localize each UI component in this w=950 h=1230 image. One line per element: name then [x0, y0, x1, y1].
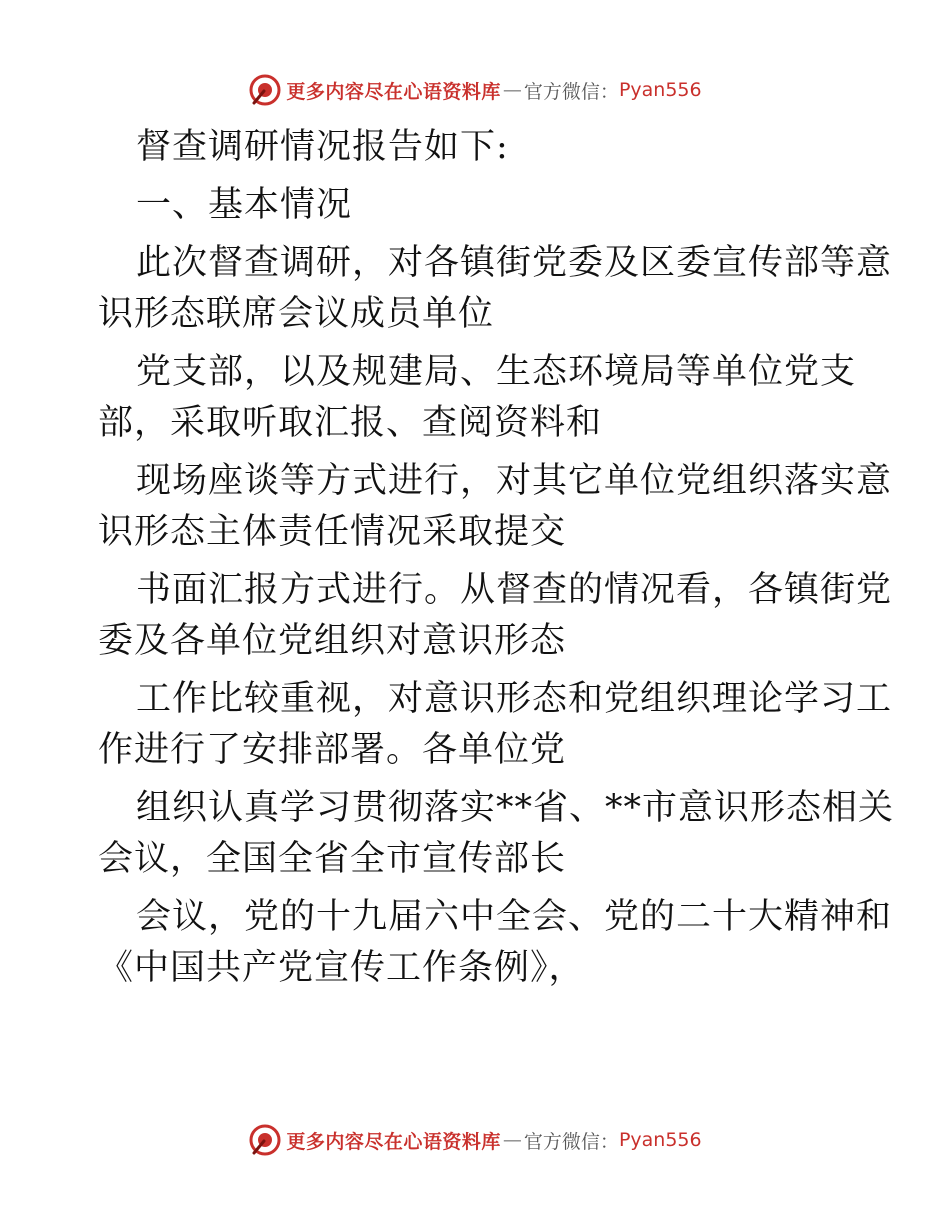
document-body [98, 122, 895, 994]
paragraph-line: 党支部，以及规建局、生态环境局等单位党支 [136, 352, 857, 392]
watermark-dash: — [502, 1129, 522, 1151]
paragraph-line: 此次督查调研，对各镇街党委及区委宣传部等意 [136, 243, 893, 283]
watermark-footer [0, 1120, 950, 1160]
watermark-main-text: 更多内容尽在心语资料库 [286, 1130, 501, 1153]
paragraph-line: 《中国共产党宣传工作条例》， [98, 948, 585, 988]
paragraph-line: 作进行了安排部署。各单位党 [98, 730, 567, 770]
watermark-id: Pyan556 [618, 1129, 702, 1151]
paragraph-line: 现场座谈等方式进行，对其它单位党组织落实意 [136, 461, 893, 501]
watermark-label: 官方微信： [523, 80, 619, 103]
watermark-dash: — [502, 79, 522, 101]
watermark-id: Pyan556 [618, 79, 702, 101]
watermark-label: 官方微信： [523, 1130, 619, 1153]
paragraph-line: 部，采取听取汇报、查阅资料和 [98, 403, 603, 443]
paragraph-line: 委及各单位党组织对意识形态 [98, 621, 567, 661]
quill-circle-icon [248, 73, 282, 107]
section-heading: 一、基本情况 [136, 185, 353, 225]
paragraph-line: 识形态主体责任情况采取提交 [98, 512, 567, 552]
watermark-header [0, 70, 950, 110]
watermark-main-text: 更多内容尽在心语资料库 [286, 80, 501, 103]
paragraph-line: 督查调研情况报告如下: [136, 127, 509, 167]
paragraph-line: 会议，党的十九届六中全会、党的二十大精神和 [136, 897, 893, 937]
paragraph-line: 工作比较重视，对意识形态和党组织理论学习工 [136, 679, 893, 719]
paragraph-line: 识形态联席会议成员单位 [98, 294, 495, 334]
quill-circle-icon [248, 1123, 282, 1157]
paragraph-line: 书面汇报方式进行。从督查的情况看，各镇街党 [136, 570, 893, 610]
paragraph-line: 组织认真学习贯彻落实**省、**市意识形态相关 [136, 788, 895, 828]
paragraph-line: 会议，全国全省全市宣传部长 [98, 839, 567, 879]
